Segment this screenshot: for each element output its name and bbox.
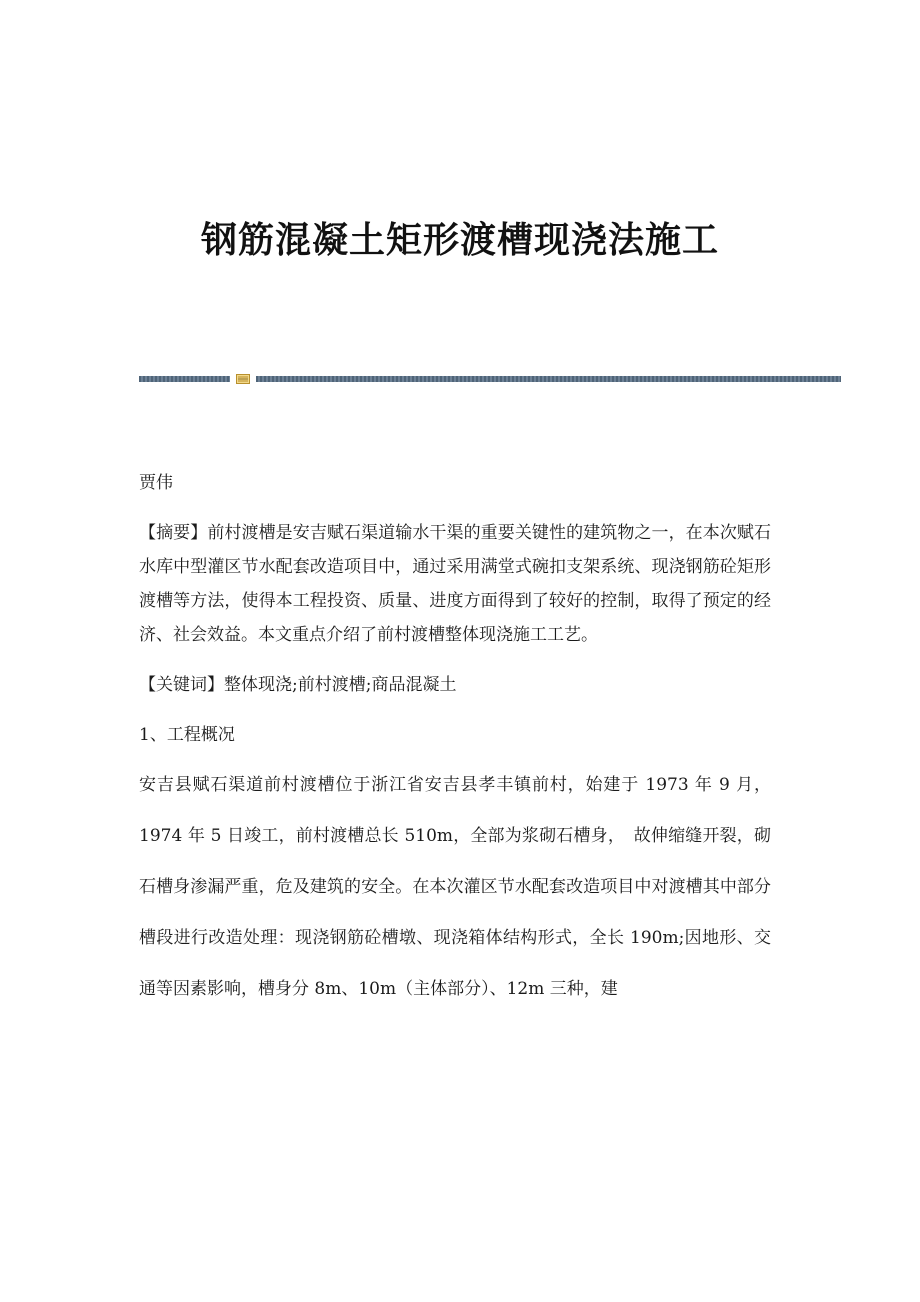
keywords-paragraph [139,668,771,702]
title-divider [139,374,841,384]
body-paragraph: 安吉县赋石渠道前村渡槽位于浙江省安吉县孝丰镇前村，始建于 1973 年 9 月，1974 年 5 日竣工，前村渡槽总长 510m，全部为浆砌石槽身， 故伸缩缝开裂，砌石槽身渗漏严重，危及建筑的安全。在本次灌区节水配套改造项目中对渡槽其中部分槽段进行改造处理：现浇钢筋砼槽墩、现浇箱体结构形式，全长 190m;因地形、交通等因素影响，槽身分 8m、10m（主体部分）、12m 三种，建 [139,775,771,999]
abstract-label: 【摘要】 [139,523,208,543]
document-title: 钢筋混凝土矩形渡槽现浇法施工 [200,219,719,261]
decorative-ornament-icon [236,374,250,384]
divider-left-bar [139,376,230,382]
keywords-label: 【关键词】 [139,675,224,695]
divider-right-bar [256,376,841,382]
section-heading: 1、工程概况 [139,725,235,745]
abstract-paragraph [139,516,771,652]
keywords-text: 整体现浇;前村渡槽;商品混凝土 [224,675,457,695]
document-body [139,466,771,1015]
abstract-text: 前村渡槽是安吉赋石渠道输水干渠的重要关键性的建筑物之一，在本次赋石水库中型灌区节水配套改造项目中，通过采用满堂式碗扣支架系统、现浇钢筋砼矩形渡槽等方法，使得本工程投资、质量、进度方面得到了较好的控制，取得了预定的经济、社会效益。本文重点介绍了前村渡槽整体现浇施工工艺。 [139,523,772,645]
author-name: 贾伟 [139,473,173,493]
